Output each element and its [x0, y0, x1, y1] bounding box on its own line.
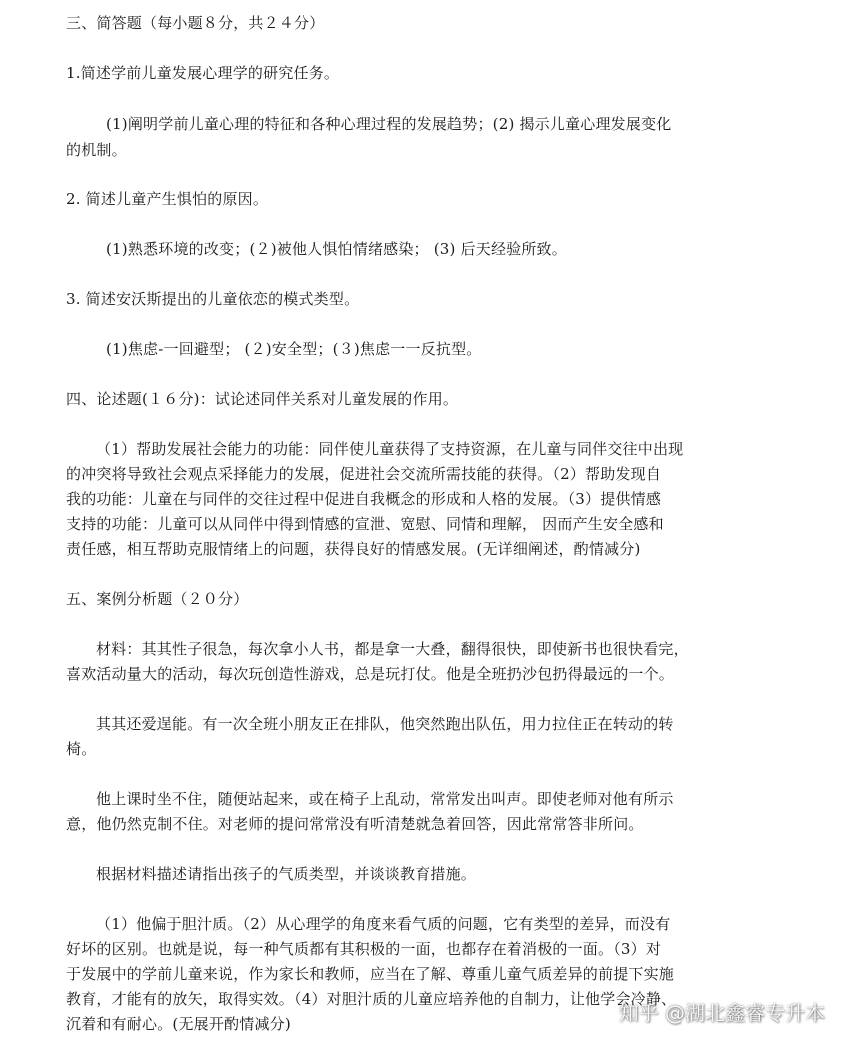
section4-answer-line: 我的功能：儿童在与同伴的交往过程中促进自我概念的形成和人格的发展。（3）提供情感 [66, 490, 662, 508]
material-line: 喜欢活动量大的活动，每次玩创造性游戏，总是玩打仗。他是全班扔沙包扔得最远的一个。 [66, 665, 675, 683]
section3-heading: 三、简答题（每小题８分，共２４分） [66, 14, 325, 32]
q1-question: 1.简述学前儿童发展心理学的研究任务。 [66, 64, 340, 82]
section4-heading: 四、论述题(１６分)：试论述同伴关系对儿童发展的作用。 [66, 390, 459, 408]
material-line: 意，他仍然克制不住。对老师的提问常常没有听清楚就急着回答，因此常常答非所问。 [66, 815, 644, 833]
section5-answer-line: （1）他偏于胆汁质。（2）从心理学的角度来看气质的问题，它有类型的差异，而没有 [96, 915, 671, 933]
section4-answer-line: 的冲突将导致社会观点采择能力的发展，促进社会交流所需技能的获得。（2）帮助发现自 [66, 465, 662, 483]
q3-question: 3. 简述安沃斯提出的儿童依恋的模式类型。 [66, 290, 360, 308]
q3-answer-line: (1)焦虑-一回避型； (２)安全型；(３)焦虑一一反抗型。 [106, 340, 482, 358]
section4-answer-line: 责任感，相互帮助克服情绪上的问题，获得良好的情感发展。(无详细阐述，酌情减分) [66, 540, 641, 558]
section5-answer-line: 沉着和有耐心。(无展开酌情减分) [66, 1015, 291, 1033]
material-line: 其其还爱逞能。有一次全班小朋友正在排队，他突然跑出队伍，用力拉住正在转动的转 [96, 715, 674, 733]
material-line: 材料：其其性子很急，每次拿小人书，都是拿一大叠，翻得很快，即使新书也很快看完， [96, 640, 689, 658]
section4-answer-line: （1）帮助发展社会能力的功能：同伴使儿童获得了支持资源，在儿童与同伴交往中出现 [96, 440, 684, 458]
section5-heading: 五、案例分析题（２０分） [66, 590, 249, 608]
material-line: 他上课时坐不住，随便站起来，或在椅子上乱动，常常发出叫声。即使老师对他有所示 [96, 790, 674, 808]
section5-answer-line: 教育，才能有的放矢，取得实效。（4）对胆汁质的儿童应培养他的自制力，让他学会冷静、 [66, 990, 677, 1008]
zhihu-watermark: 知乎 @湖北鑫睿专升本 [618, 1001, 825, 1025]
section5-answer-line: 好坏的区别。也就是说，每一种气质都有其积极的一面，也都存在着消极的一面。（3）对 [66, 940, 662, 958]
q2-question: 2. 简述儿童产生惧怕的原因。 [66, 190, 269, 208]
q2-answer-line: (1)熟悉环境的改变；(２)被他人惧怕情绪感染； (3) 后天经验所致。 [106, 240, 567, 258]
q1-answer-line: (1)阐明学前儿童心理的特征和各种心理过程的发展趋势；(2) 揭示儿童心理发展变化 [106, 115, 672, 133]
material-line: 椅。 [66, 740, 97, 758]
case-prompt: 根据材料描述请指出孩子的气质类型，并谈谈教育措施。 [96, 865, 477, 883]
section5-answer-line: 于发展中的学前儿童来说，作为家长和教师，应当在了解、尊重儿童气质差异的前提下实施 [66, 965, 675, 983]
section4-answer-line: 支持的功能：儿童可以从同伴中得到情感的宣泄、宽慰、同情和理解， 因而产生安全感和 [66, 515, 664, 533]
q1-answer-line: 的机制。 [66, 141, 127, 159]
